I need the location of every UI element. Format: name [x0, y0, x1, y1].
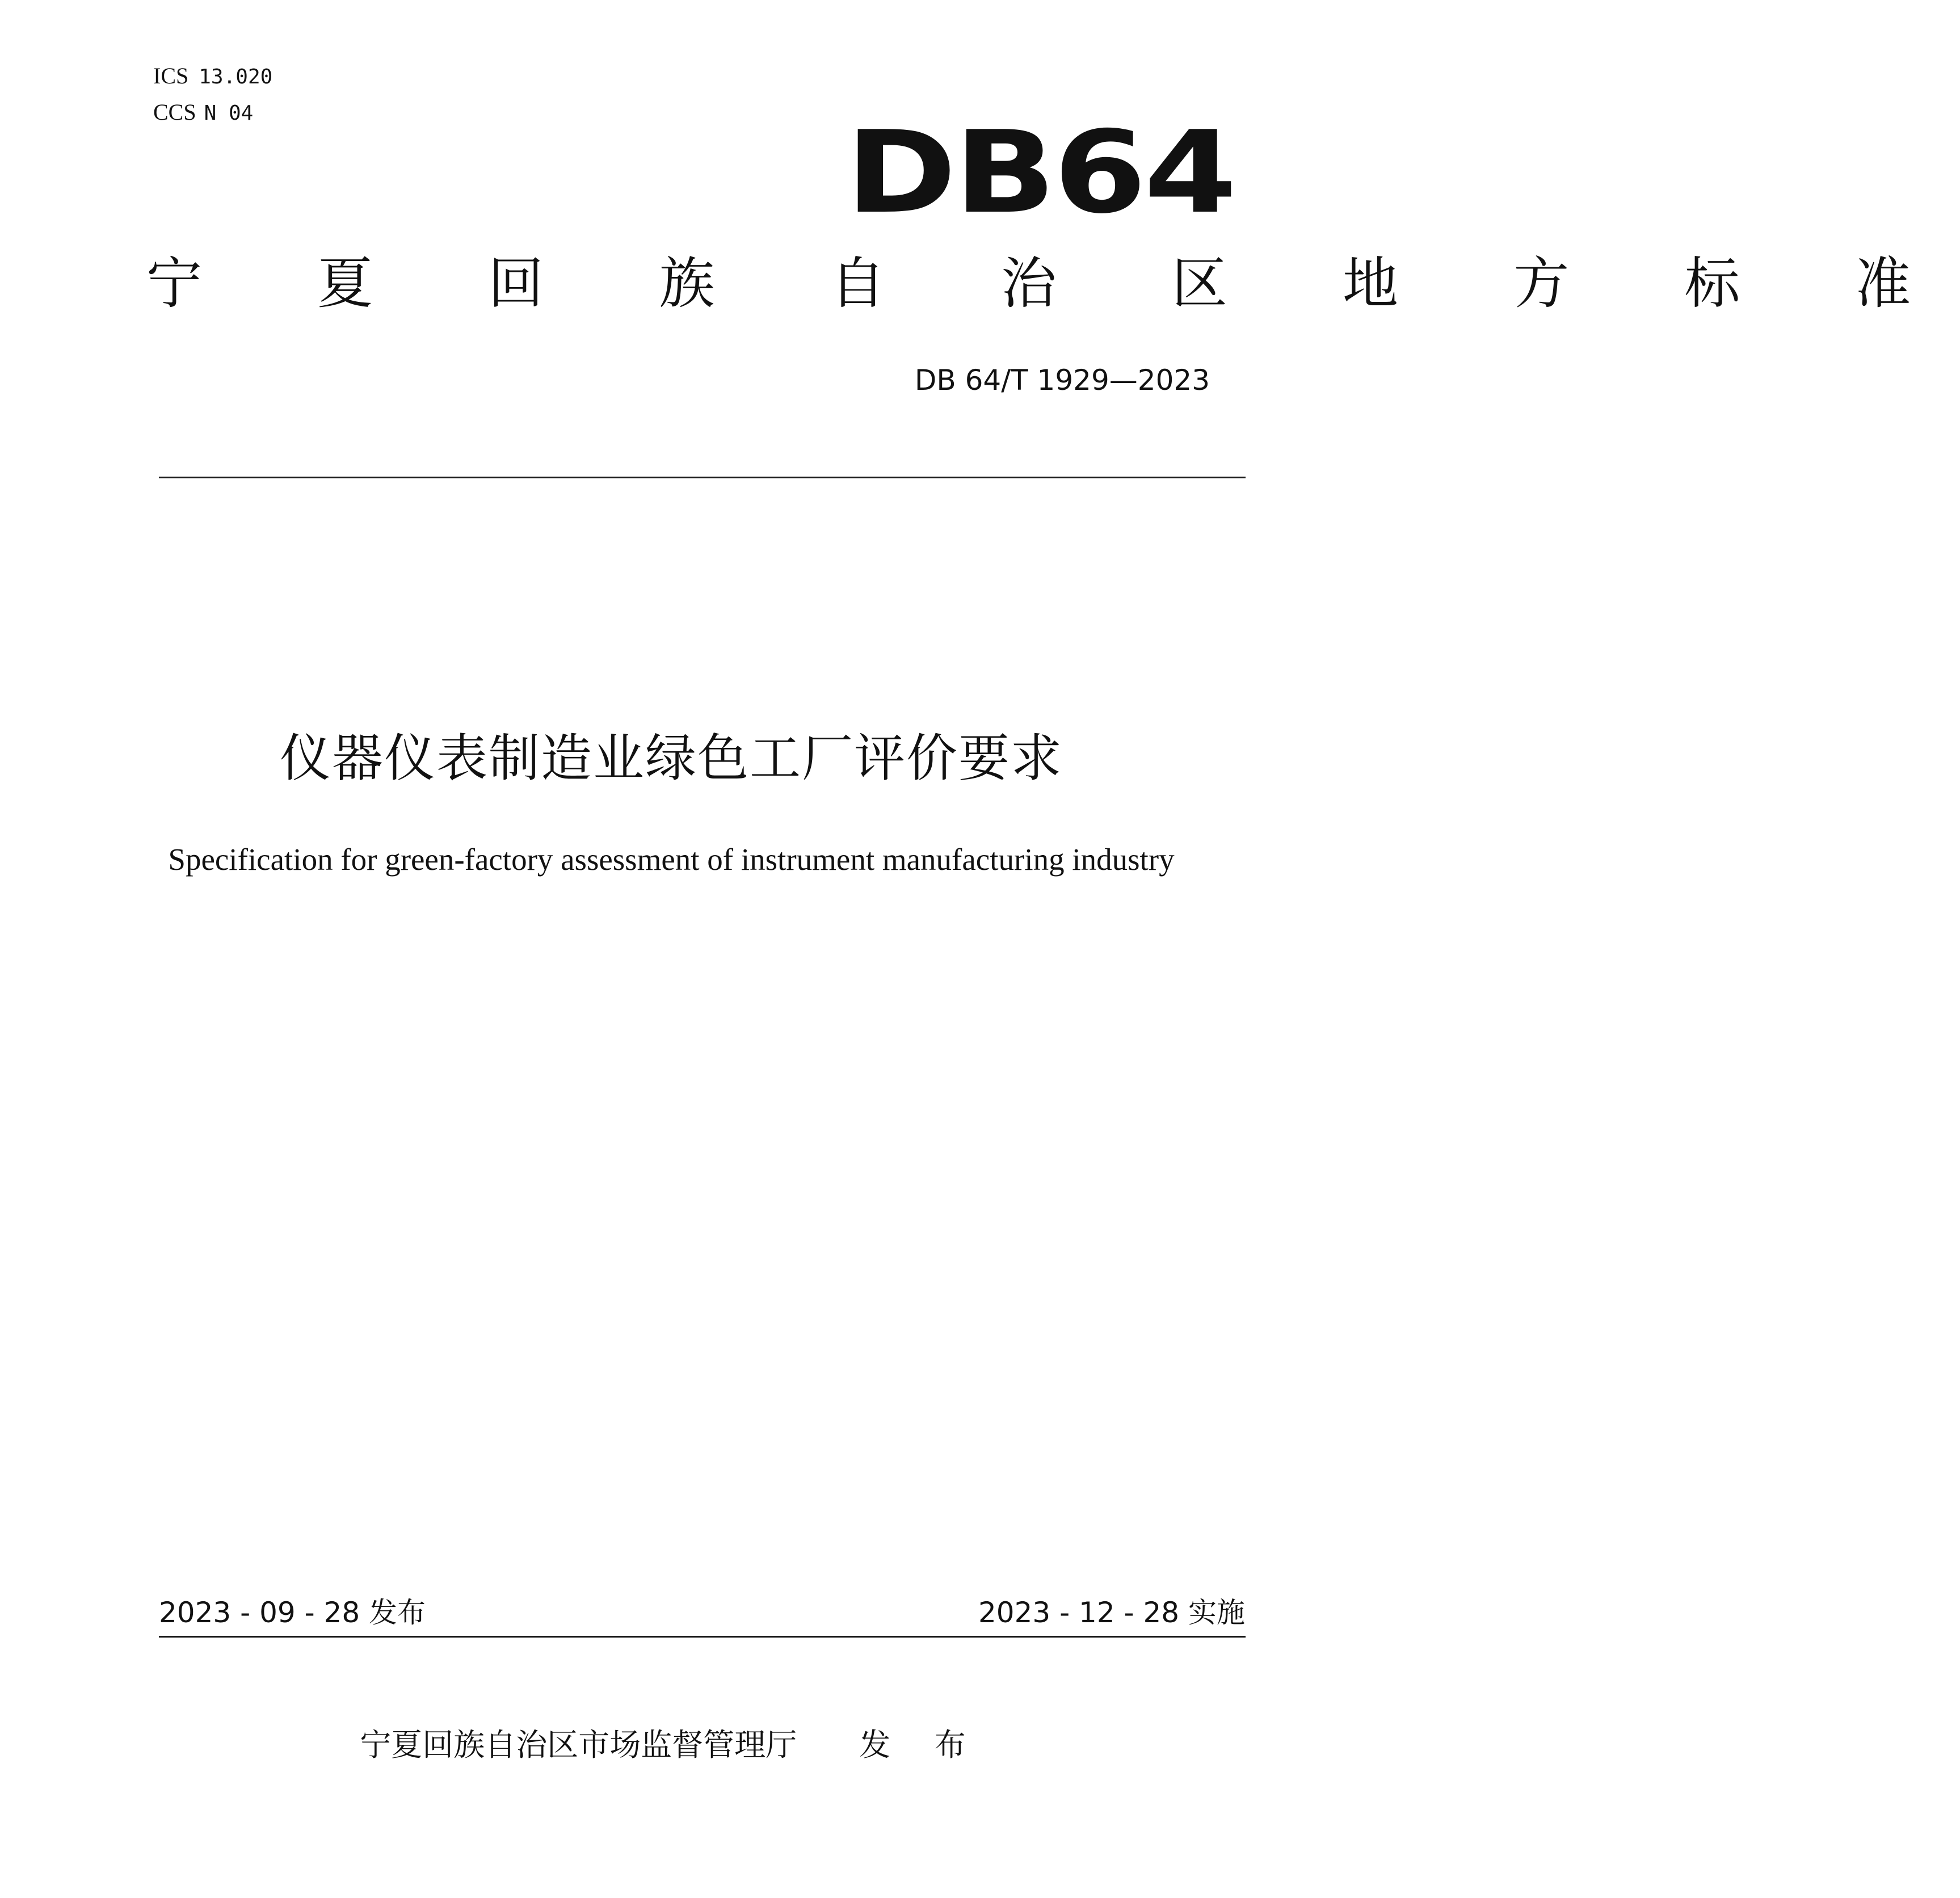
publish-action: 发 布	[859, 1727, 983, 1763]
document-title-chinese: 仪器仪表制造业绿色工厂评价要求	[280, 729, 1063, 788]
standard-number: DB 64/T 1929—2023	[914, 364, 1210, 397]
db64-logo: DB64	[846, 107, 1235, 239]
bottom-divider	[159, 1636, 1246, 1638]
implementation-date: 2023 - 12 - 28 实施	[978, 1596, 1245, 1629]
ics-code	[153, 64, 272, 90]
ccs-value: N 04	[204, 102, 254, 125]
publisher-line	[0, 1725, 1343, 1765]
ics-label: ICS	[153, 63, 189, 89]
ccs-label: CCS	[153, 99, 196, 125]
top-divider	[159, 477, 1246, 478]
issue-date: 2023 - 09 - 28 发布	[159, 1596, 426, 1629]
standard-type-heading: 宁 夏 回 族 自 治 区 地 方 标 准	[146, 251, 1960, 316]
ccs-code	[153, 100, 253, 126]
document-title-english: Specification for green-factory assessment of instrument manufacturing industry	[168, 842, 1175, 877]
ics-value: 13.020	[199, 65, 273, 89]
publisher-name: 宁夏回族自治区市场监督管理厅	[360, 1727, 797, 1763]
